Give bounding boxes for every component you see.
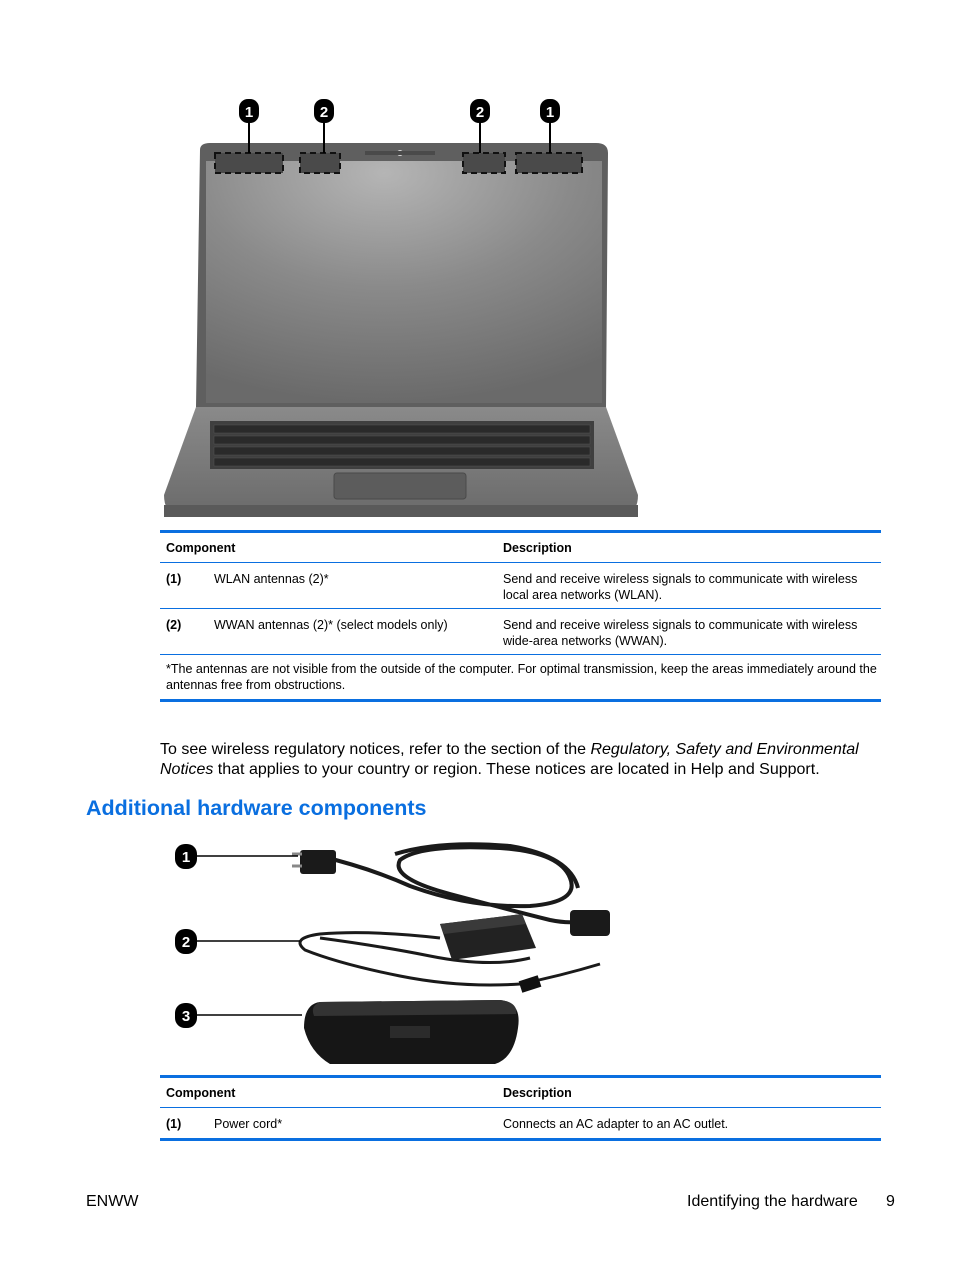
component-description: Connects an AC adapter to an AC outlet. [503,1117,729,1131]
table-row [160,609,881,655]
svg-text:1: 1 [244,104,254,121]
section-heading: Additional hardware components [86,796,427,820]
component-name: WWAN antennas (2)* (select models only) [214,618,448,632]
svg-text:2: 2 [181,934,191,951]
laptop-illustration [160,95,640,525]
component-name: Power cord* [214,1117,283,1131]
component-description: Send and receive wireless signals to communicate with wireless local area networks (WLAN). [503,572,858,602]
page-number: 9 [886,1193,895,1210]
column-header-description: Description [503,1086,572,1100]
table-header-row [160,1078,881,1108]
regulatory-notice-paragraph [160,740,880,780]
table-row [160,1108,881,1138]
callout-badge [175,844,197,869]
callout-badge [540,99,560,123]
column-header-description: Description [503,541,572,555]
callout-badge [175,1003,197,1028]
component-name: WLAN antennas (2)* [214,572,329,586]
callout-badge [175,929,197,954]
hardware-components-illustration [170,838,640,1070]
svg-text:2: 2 [319,104,329,121]
notices-title: Regulatory, Safety and Environmental Notices [160,741,859,778]
paragraph-text-start: To see wireless regulatory notices, refer to the section of the [160,741,591,758]
callout-badge [314,99,334,123]
callout-badge [239,99,259,123]
row-number: (2) [166,618,182,632]
column-header-component: Component [166,541,236,555]
footer-left: ENWW [86,1193,139,1210]
svg-text:3: 3 [181,1008,191,1025]
row-number: (1) [166,1117,182,1131]
hardware-components-table [160,1075,881,1141]
svg-text:1: 1 [181,849,191,866]
callout-badge [470,99,490,123]
footnote-text: *The antennas are not visible from the outside of the computer. For optimal transmission, keep the areas immediately around the antennas free from obstructions. [166,662,877,692]
table-row [160,563,881,609]
svg-text:2: 2 [475,104,485,121]
table-footnote [160,655,881,699]
row-number: (1) [166,572,182,586]
table-header-row [160,533,881,563]
svg-text:1: 1 [545,104,555,121]
column-header-component: Component [166,1086,236,1100]
component-description: Send and receive wireless signals to communicate with wireless wide-area networks (WWAN). [503,618,858,648]
paragraph-text-end: that applies to your country or region. These notices are located in Help and Support. [213,761,820,778]
footer-section-title: Identifying the hardware [687,1193,858,1210]
antenna-table [160,530,881,702]
